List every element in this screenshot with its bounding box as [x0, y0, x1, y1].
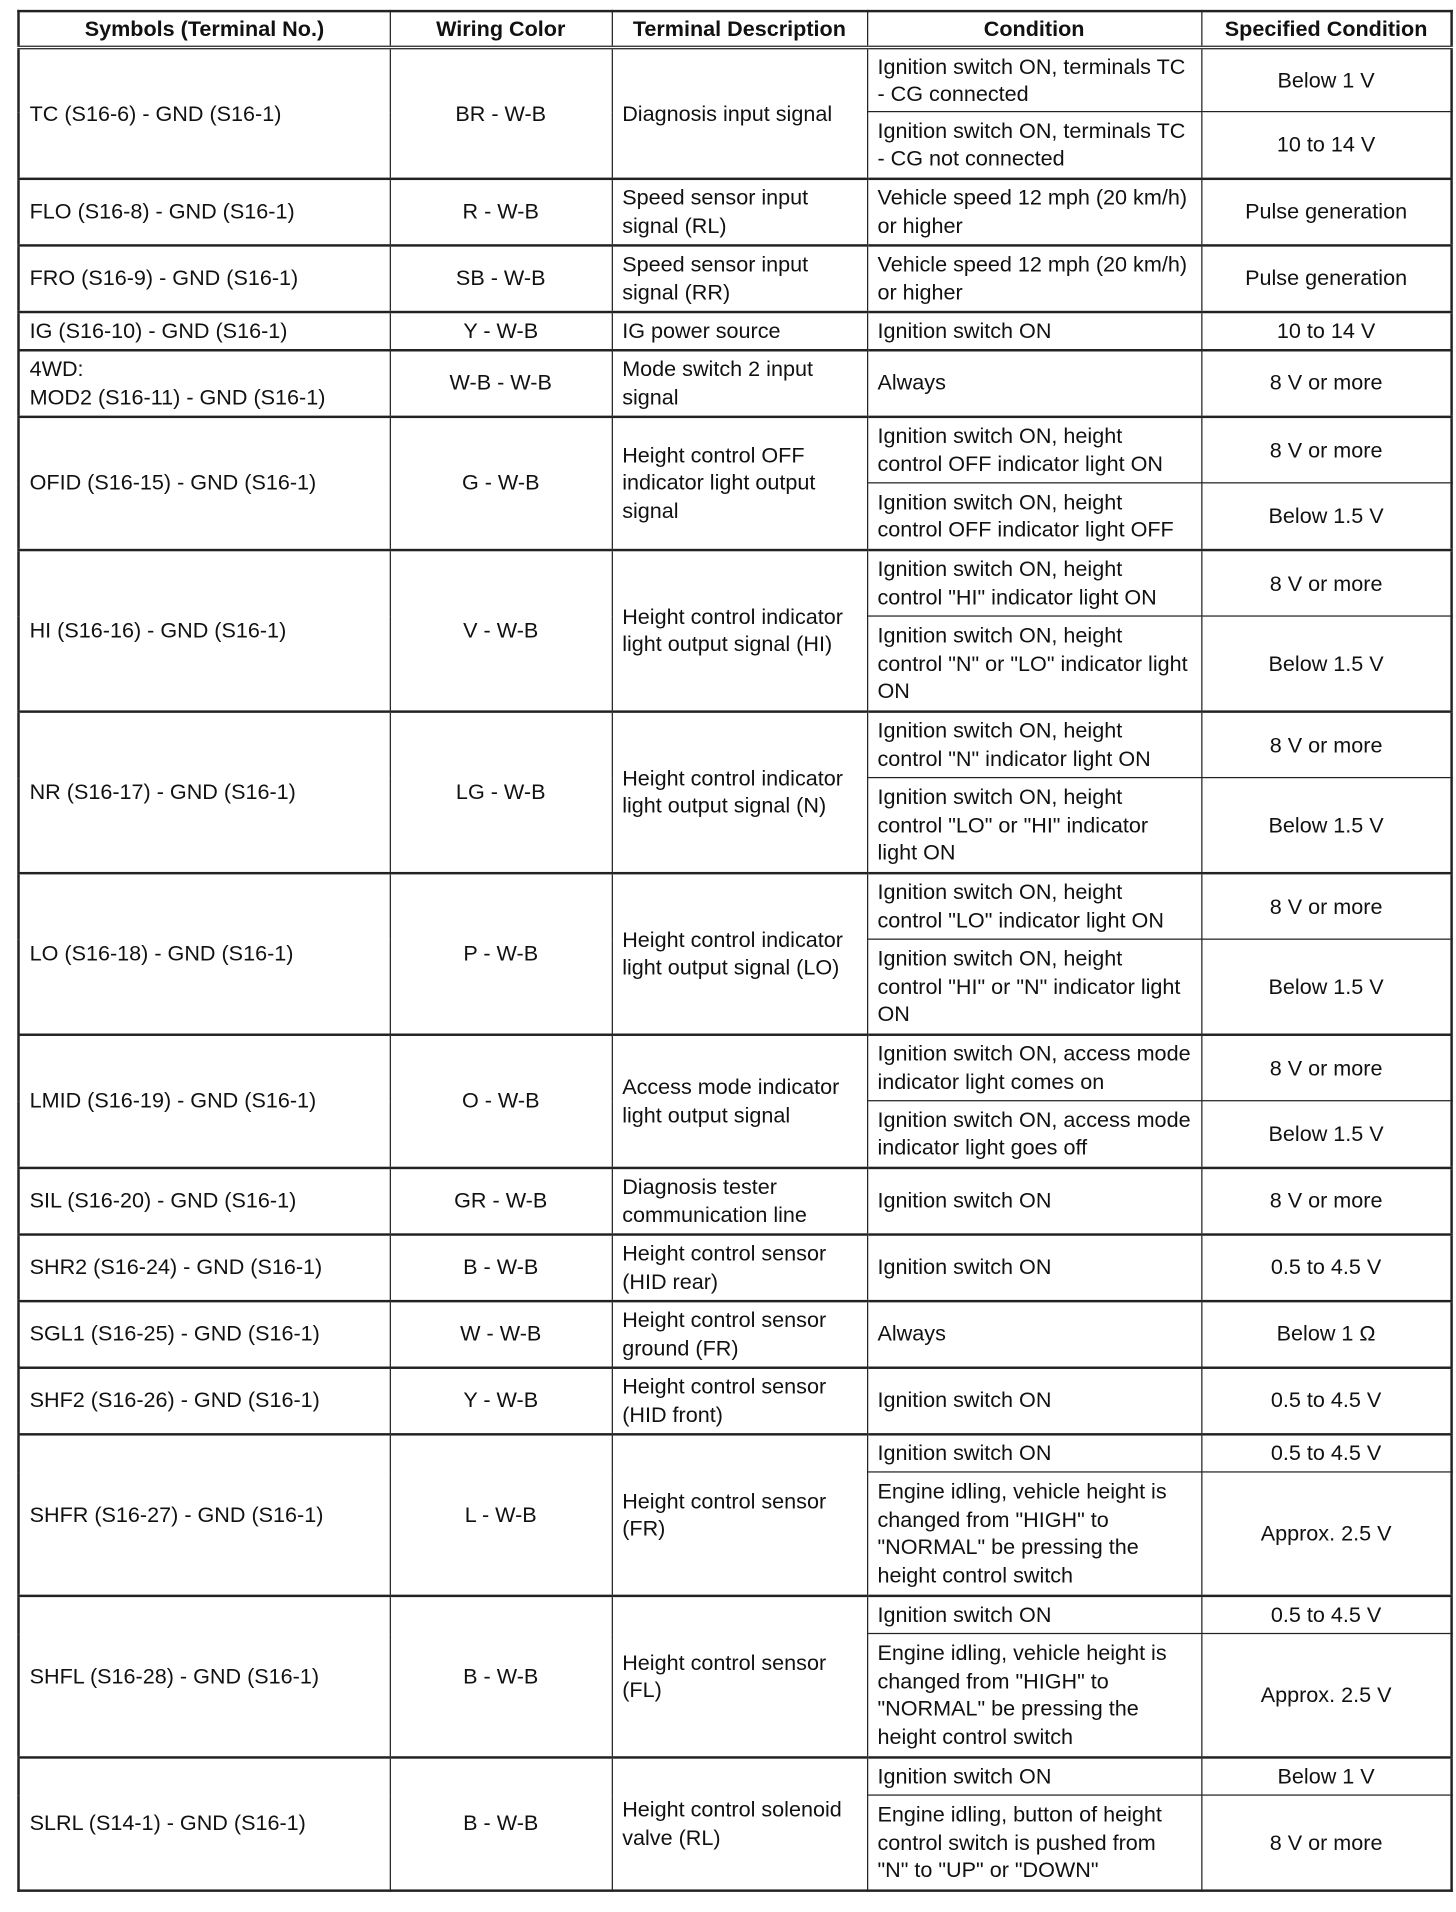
specified-condition-cell: Approx. 2.5 V	[1201, 1634, 1451, 1757]
condition-cell: Ignition switch ON	[867, 1367, 1201, 1434]
condition-cell: Vehicle speed 12 mph (20 km/h) or higher	[867, 245, 1201, 312]
symbol-cell: FRO (S16-9) - GND (S16-1)	[18, 245, 389, 312]
table-row	[18, 1234, 1451, 1301]
table-row	[18, 711, 1451, 778]
condition-cell: Ignition switch ON, height control "HI" indicator light ON	[867, 549, 1201, 616]
terminal-description-cell: Height control sensor (HID front)	[612, 1367, 867, 1434]
wiring-color-cell: Y - W-B	[390, 311, 612, 349]
specified-condition-cell: Below 1.5 V	[1201, 1101, 1451, 1168]
specified-condition-cell: 8 V or more	[1201, 711, 1451, 778]
specified-condition-cell: Below 1 V	[1201, 47, 1451, 111]
specified-condition-cell: Pulse generation	[1201, 245, 1451, 312]
specified-condition-cell: 8 V or more	[1201, 350, 1451, 417]
wiring-color-cell: SB - W-B	[390, 245, 612, 312]
table-row	[18, 178, 1451, 245]
wiring-color-cell: L - W-B	[390, 1434, 612, 1596]
wiring-color-cell: Y - W-B	[390, 1367, 612, 1434]
symbol-cell: LMID (S16-19) - GND (S16-1)	[18, 1034, 389, 1167]
symbol-cell: SHFL (S16-28) - GND (S16-1)	[18, 1595, 389, 1757]
condition-cell: Ignition switch ON	[867, 1757, 1201, 1795]
symbol-cell: IG (S16-10) - GND (S16-1)	[18, 311, 389, 349]
symbol-cell: TC (S16-6) - GND (S16-1)	[18, 47, 389, 178]
symbol-cell: SIL (S16-20) - GND (S16-1)	[18, 1167, 389, 1234]
condition-cell: Ignition switch ON, height control "LO" or "HI" indicator light ON	[867, 778, 1201, 873]
table-row	[18, 350, 1451, 417]
condition-cell: Always	[867, 1301, 1201, 1368]
specified-condition-cell: Below 1 Ω	[1201, 1301, 1451, 1368]
wiring-color-cell: W-B - W-B	[390, 350, 612, 417]
wiring-color-cell: G - W-B	[390, 416, 612, 549]
terminal-description-cell: Height control indicator light output signal (N)	[612, 711, 867, 873]
wiring-color-cell: R - W-B	[390, 178, 612, 245]
terminal-description-cell: Diagnosis input signal	[612, 47, 867, 178]
condition-cell: Ignition switch ON, terminals TC - CG connected	[867, 47, 1201, 111]
symbol-cell: SGL1 (S16-25) - GND (S16-1)	[18, 1301, 389, 1368]
table-row	[18, 549, 1451, 616]
condition-cell: Always	[867, 350, 1201, 417]
table-body	[18, 47, 1451, 1890]
condition-cell: Ignition switch ON, terminals TC - CG not connected	[867, 112, 1201, 179]
condition-cell: Engine idling, vehicle height is changed from "HIGH" to "NORMAL" be pressing the height control switch	[867, 1472, 1201, 1595]
specified-condition-cell: 10 to 14 V	[1201, 112, 1451, 179]
terminal-description-cell: Height control solenoid valve (RL)	[612, 1757, 867, 1890]
table-row	[18, 311, 1451, 349]
condition-cell: Ignition switch ON, height control OFF indicator light ON	[867, 416, 1201, 483]
condition-cell: Ignition switch ON, height control "N" or "LO" indicator light ON	[867, 616, 1201, 711]
wiring-color-cell: B - W-B	[390, 1757, 612, 1890]
specified-condition-cell: 8 V or more	[1201, 1795, 1451, 1890]
wiring-color-cell: W - W-B	[390, 1301, 612, 1368]
table-row	[18, 1034, 1451, 1101]
table-row	[18, 1595, 1451, 1633]
header-symbols: Symbols (Terminal No.)	[18, 11, 389, 47]
table-row	[18, 1367, 1451, 1434]
wiring-color-cell: P - W-B	[390, 873, 612, 1035]
specified-condition-cell: Pulse generation	[1201, 178, 1451, 245]
wiring-color-cell: B - W-B	[390, 1595, 612, 1757]
terminal-description-cell: Height control sensor (HID rear)	[612, 1234, 867, 1301]
specified-condition-cell: 8 V or more	[1201, 873, 1451, 940]
header-wiring-color: Wiring Color	[390, 11, 612, 47]
specified-condition-cell: 10 to 14 V	[1201, 311, 1451, 349]
table-row	[18, 47, 1451, 111]
condition-cell: Ignition switch ON	[867, 1167, 1201, 1234]
specified-condition-cell: Below 1.5 V	[1201, 778, 1451, 873]
header-row	[18, 11, 1451, 47]
condition-cell: Ignition switch ON	[867, 1434, 1201, 1472]
wiring-color-cell: BR - W-B	[390, 47, 612, 178]
condition-cell: Ignition switch ON, height control OFF indicator light OFF	[867, 483, 1201, 550]
terminal-description-cell: Height control indicator light output signal (HI)	[612, 549, 867, 711]
symbol-cell: HI (S16-16) - GND (S16-1)	[18, 549, 389, 711]
specified-condition-cell: 8 V or more	[1201, 1167, 1451, 1234]
symbol-cell: 4WD: MOD2 (S16-11) - GND (S16-1)	[18, 350, 389, 417]
specified-condition-cell: 0.5 to 4.5 V	[1201, 1595, 1451, 1633]
terminal-description-cell: Height control OFF indicator light output signal	[612, 416, 867, 549]
table-row	[18, 245, 1451, 312]
terminal-description-cell: Access mode indicator light output signal	[612, 1034, 867, 1167]
symbol-cell: LO (S16-18) - GND (S16-1)	[18, 873, 389, 1035]
table-row	[18, 873, 1451, 940]
wiring-color-cell: B - W-B	[390, 1234, 612, 1301]
specified-condition-cell: Below 1.5 V	[1201, 483, 1451, 550]
header-condition: Condition	[867, 11, 1201, 47]
symbol-cell: FLO (S16-8) - GND (S16-1)	[18, 178, 389, 245]
header-terminal-description: Terminal Description	[612, 11, 867, 47]
terminal-description-cell: IG power source	[612, 311, 867, 349]
specified-condition-cell: 8 V or more	[1201, 1034, 1451, 1101]
terminal-description-cell: Height control indicator light output signal (LO)	[612, 873, 867, 1035]
terminal-description-cell: Height control sensor (FR)	[612, 1434, 867, 1596]
specified-condition-cell: 0.5 to 4.5 V	[1201, 1434, 1451, 1472]
header-specified-condition: Specified Condition	[1201, 11, 1451, 47]
specified-condition-cell: Approx. 2.5 V	[1201, 1472, 1451, 1595]
terminal-spec-table	[17, 10, 1453, 1891]
table-row	[18, 1167, 1451, 1234]
table-row	[18, 1757, 1451, 1795]
condition-cell: Engine idling, button of height control switch is pushed from "N" to "UP" or "DOWN"	[867, 1795, 1201, 1890]
symbol-cell: SHF2 (S16-26) - GND (S16-1)	[18, 1367, 389, 1434]
symbol-cell: SLRL (S14-1) - GND (S16-1)	[18, 1757, 389, 1890]
table-row	[18, 1301, 1451, 1368]
condition-cell: Vehicle speed 12 mph (20 km/h) or higher	[867, 178, 1201, 245]
symbol-cell: NR (S16-17) - GND (S16-1)	[18, 711, 389, 873]
terminal-description-cell: Mode switch 2 input signal	[612, 350, 867, 417]
symbol-cell: SHFR (S16-27) - GND (S16-1)	[18, 1434, 389, 1596]
table-row	[18, 416, 1451, 483]
symbol-cell: SHR2 (S16-24) - GND (S16-1)	[18, 1234, 389, 1301]
terminal-description-cell: Diagnosis tester communication line	[612, 1167, 867, 1234]
specified-condition-cell: 8 V or more	[1201, 549, 1451, 616]
terminal-description-cell: Speed sensor input signal (RR)	[612, 245, 867, 312]
table-row	[18, 1434, 1451, 1472]
wiring-color-cell: GR - W-B	[390, 1167, 612, 1234]
condition-cell: Ignition switch ON, access mode indicator light goes off	[867, 1101, 1201, 1168]
condition-cell: Ignition switch ON	[867, 311, 1201, 349]
condition-cell: Ignition switch ON	[867, 1234, 1201, 1301]
table-header	[18, 11, 1451, 47]
terminal-description-cell: Height control sensor (FL)	[612, 1595, 867, 1757]
condition-cell: Ignition switch ON, height control "HI" or "N" indicator light ON	[867, 939, 1201, 1034]
condition-cell: Ignition switch ON	[867, 1595, 1201, 1633]
specified-condition-cell: 0.5 to 4.5 V	[1201, 1234, 1451, 1301]
wiring-color-cell: O - W-B	[390, 1034, 612, 1167]
wiring-color-cell: LG - W-B	[390, 711, 612, 873]
specified-condition-cell: Below 1.5 V	[1201, 616, 1451, 711]
condition-cell: Ignition switch ON, access mode indicator light comes on	[867, 1034, 1201, 1101]
condition-cell: Ignition switch ON, height control "LO" indicator light ON	[867, 873, 1201, 940]
condition-cell: Engine idling, vehicle height is changed from "HIGH" to "NORMAL" be pressing the height control switch	[867, 1634, 1201, 1757]
specified-condition-cell: 0.5 to 4.5 V	[1201, 1367, 1451, 1434]
condition-cell: Ignition switch ON, height control "N" indicator light ON	[867, 711, 1201, 778]
specified-condition-cell: Below 1 V	[1201, 1757, 1451, 1795]
specified-condition-cell: Below 1.5 V	[1201, 939, 1451, 1034]
wiring-color-cell: V - W-B	[390, 549, 612, 711]
symbol-cell: OFID (S16-15) - GND (S16-1)	[18, 416, 389, 549]
terminal-description-cell: Height control sensor ground (FR)	[612, 1301, 867, 1368]
terminal-description-cell: Speed sensor input signal (RL)	[612, 178, 867, 245]
specified-condition-cell: 8 V or more	[1201, 416, 1451, 483]
